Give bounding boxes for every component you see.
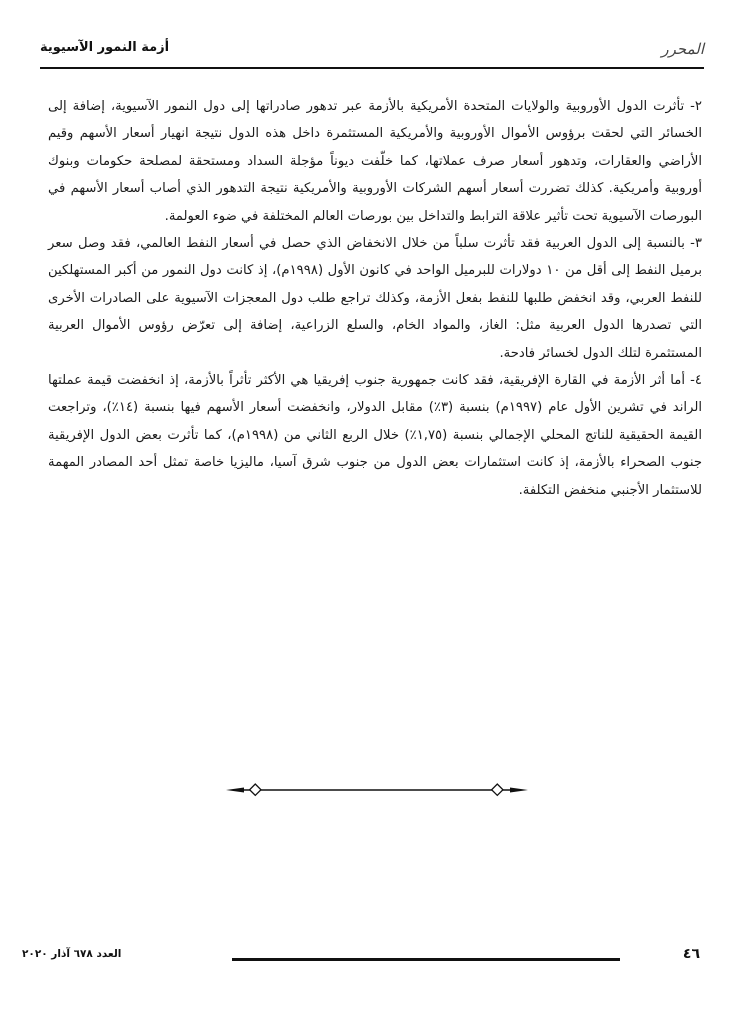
paragraph-3: ٣- بالنسبة إلى الدول العربية فقد تأثرت سلباً من خلال الانخفاض الذي حصل في أسعار النفط العالمي، فقد وصل سعر برميل النفط إلى أقل من ١٠ دولارات للبرميل الواحد في كانون الأول (١٩٩٨م)، إذ كانت دول النمور من أكبر المستهلكين للنفط العربي، وقد انخفض طلبها للنفط بفعل الأزمة، وكذلك تراجع طلب دول المعجزات الآسيوية على الصادرات الأخرى التي تصدرها الدول العربية مثل: الغاز، والمواد الخام، والسلع الزراعية، إضافة إلى تعرّض رؤوس الأموال العربية المستثمرة لتلك الدول لخسائر فادحة. [48,236,702,361]
header-divider [40,67,704,69]
magazine-logo: المحرر [661,40,704,58]
ornament-diamond-left [250,784,261,795]
section-end-ornament [226,779,528,801]
issue-info: العدد ٦٧٨ آذار ٢٠٢٠ [22,948,122,960]
ornament-diamond-right [492,784,503,795]
footer-divider [232,958,620,961]
paragraph-2: ٢- تأثرت الدول الأوروبية والولايات المتحدة الأمريكية بالأزمة عبر تدهور صادراتها إلى دول النمور الآسيوية، إضافة إلى الخسائر التي لحقت برؤوس الأموال الأوروبية والأمريكية المستثمرة داخل هذه الدول نتيجة انهيار أسعار الأسهم وقيم الأراضي والعقارات، وتدهور أسعار صرف عملاتها، كما خلّفت ديوناً مؤجلة السداد ومستحقة لمصلحة حكومات وبنوك أوروبية وأمريكية. كذلك تضررت أسعار أسهم الشركات الأوروبية والأمريكية نتيجة التدهور الذي أصاب أسعار الأسهم في البورصات الآسيوية تحت تأثير علاقة الترابط والتداخل بين بورصات العالم المختلفة في ضوء العولمة. [48,99,702,224]
page-number: ٤٦ [682,946,700,962]
paragraph-4: ٤- أما أثر الأزمة في القارة الإفريقية، فقد كانت جمهورية جنوب إفريقيا هي الأكثر تأثراً بالأزمة، إذ انخفضت قيمة عملتها الراند في تشرين الأول عام (١٩٩٧م) بنسبة (٣٪) مقابل الدولار، وانخفضت أسعار الأسهم فيها بنسبة (١٤٪)، وتراجعت القيمة الحقيقية للناتج المحلي الإجمالي بنسبة (١,٧٥٪) خلال الربع الثاني من (١٩٩٨م)، كما تأثرت بعض الدول الإفريقية جنوب الصحراء بالأزمة، إذ كانت استثمارات بعض الدول من جنوب شرق آسيا، ماليزيا خاصة تمثل أحد المصادر المهمة للاستثمار الأجنبي منخفض التكلفة. [48,373,703,498]
ornament-right-tip [510,788,528,793]
article-body [48,93,702,504]
running-title: أزمة النمور الآسيوية [40,40,170,55]
page-header [40,38,704,68]
